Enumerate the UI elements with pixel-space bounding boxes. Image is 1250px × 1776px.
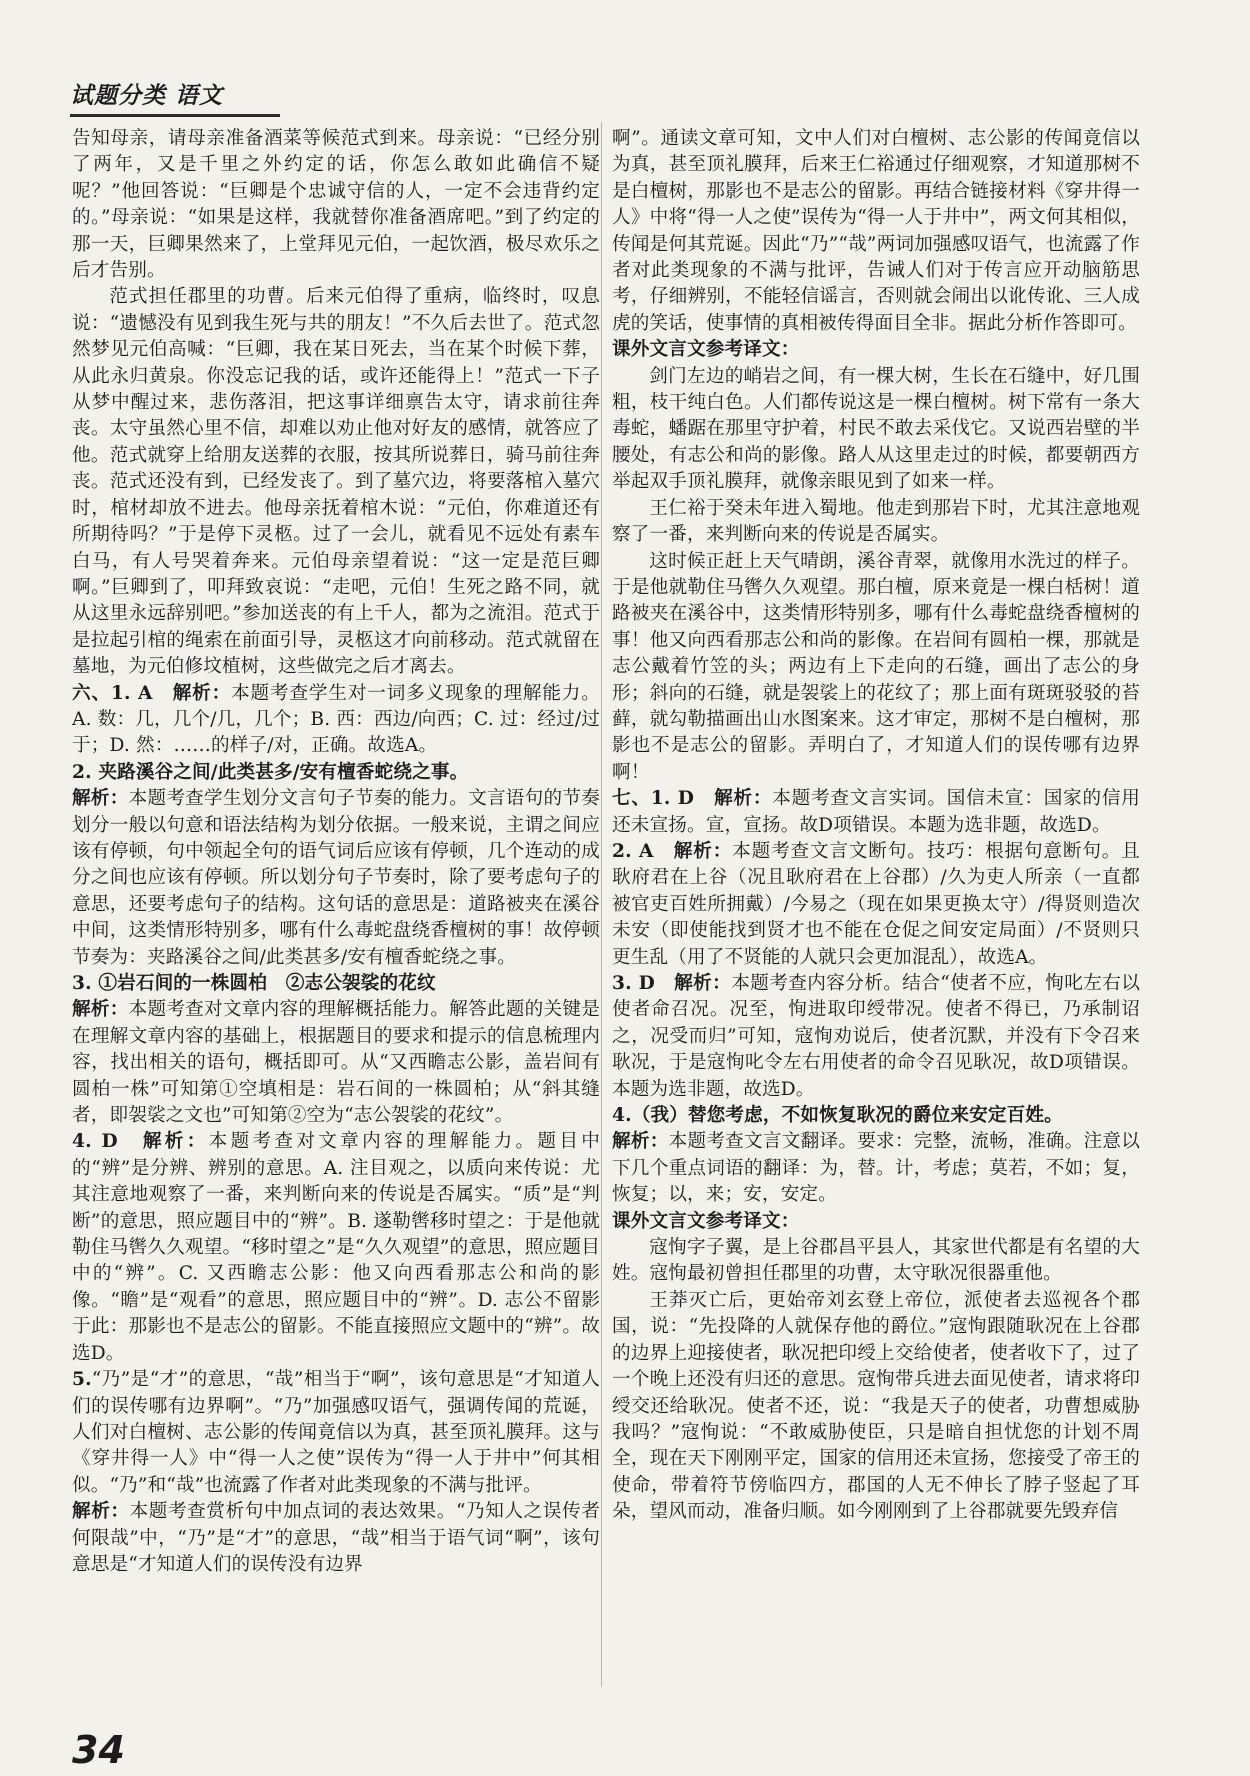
translation-paragraph: 剑门左边的峭岩之间，有一棵大树，生长在石缝中，好几围粗，枝干纯白色。人们都传说这是一棵白檀树。树下常有一条大毒蛇，蟠踞在那里守护着，村民不敢去采伐它。又说西岩壁的半腰处，有志公和尚的影像。路人从这里走过的时候，都要朝西方举起双手顶礼膜拜，就像亲眼见到了如来一样。 xyxy=(612,365,1140,493)
analysis-label: 解析： xyxy=(172,682,232,704)
question-6-1 xyxy=(72,681,600,760)
analysis-label: 解析： xyxy=(72,1501,130,1523)
answer-6-5: “乃”是“才”的意思，“哉”相当于“啊”，该句意思是“才知道人们的误传哪有边界啊”。“乃”加强感叹语气，强调传闻的荒诞，人们对白檀树、志公影的传闻竟信以为真，甚至顶礼膜拜。这与《穿井得一人》中“得一人之使”误传为“得一人于井中”何其相似。“乃”和“哉”也流露了作者对此类现象的不满与批评。 xyxy=(72,1369,600,1496)
answer-6-1: 1. A xyxy=(110,682,153,704)
answer-6-2: 2. 夹路溪谷之间/此类甚多/安有檀香蛇绕之事。 xyxy=(72,761,469,783)
header-title: 试题分类 语文 xyxy=(70,83,224,109)
analysis-6-1: 本题考查学生对一词多义现象的理解能力。A. 数：几，几个/几，几个；B. 西：西边/向西；C. 过：经过/过于；D. 然：……的样子/对，正确。故选A。 xyxy=(72,682,600,757)
analysis-label: 解析： xyxy=(72,788,129,810)
analysis-block-6-3 xyxy=(72,997,600,1129)
analysis-6-2: 本题考查学生划分文言句子节奏的能力。文言语句的节奏划分一般以句意和语法结构为划分依据。一般来说，主谓之间应该有停顿，句中领起全句的语气词后应该有停顿，几个连动的成分之间也应该有停顿。所以划分句子节奏时，除了要考虑句子的意思，还要考虑句子的结构。这句话的意思是：道路被夹在溪谷中间，这类情形特别多，哪有什么毒蛇盘绕香檀树的事！故停顿节奏为：夹路溪谷之间/此类甚多/安有檀香蛇绕之事。 xyxy=(72,788,600,968)
question-7-3 xyxy=(612,971,1140,1103)
analysis-7-2: 本题考查文言文断句。技巧：根据句意断句。且耿府君在上谷（况且耿府君在上谷郡）/久为吏人所亲（一直都被官吏百姓所拥戴）/今易之（现在如果更换太守）/得贤则造次未安（即使能找到贤才也不能在仓促之间安定局面）/不贤则只更生乱（用了不贤能的人就只会更加混乱），故选A。 xyxy=(612,840,1140,968)
translation-paragraph: 这时候正赶上天气晴朗，溪谷青翠，就像用水洗过的样子。于是他就勒住马辔久久观望。那白檀，原来竟是一棵白栝树！道路被夹在溪谷中，这类情形特别多，哪有什么毒蛇盘绕香檀树的事！他又向西看那志公和尚的影像。在岩间有圆柏一棵，那就是志公戴着竹笠的头；两边有上下走向的石缝，画出了志公的身形；斜向的石缝，就是袈裟上的花纹了；那上面有斑斑驳驳的苔藓，就勾勒描画出山水图案来。这才审定，那树不是白檀树，那影也不是志公的留影。弄明白了，才知道人们的误传哪有边界啊！ xyxy=(612,550,1140,783)
analysis-label: 解析： xyxy=(674,973,732,994)
page-number: 34 xyxy=(72,1728,125,1772)
question-7-2 xyxy=(612,839,1140,971)
section-7-label: 七、 xyxy=(612,788,651,810)
page-header xyxy=(70,80,280,117)
translation-paragraph: 范式担任郡里的功曹。后来元伯得了重病，临终时，叹息说：“遗憾没有见到我生死与共的朋友！”不久后去世了。范式忽然梦见元伯高喊：“巨卿，我在某日死去，当在某个时候下葬，从此永归黄泉。你没忘记我的话，或许还能得上！”范式一下子从梦中醒过来，悲伤落泪，把这事详细禀告太守，请求前往奔丧。太守虽然心里不信，却难以劝止他对好友的感情，就答应了他。范式就穿上给朋友送葬的衣服，按其所说葬日，骑马前往奔丧。范式还没有到，已经发丧了。到了墓穴边，将要落棺入墓穴时，棺材却放不进去。他母亲抚着棺木说：“元伯，你难道还有所期待吗？”于是停下灵柩。过了一会儿，就看见不远处有素车白马，有人号哭着奔来。元伯母亲望着说：“这一定是范巨卿啊。”巨卿到了，叩拜致哀说：“走吧，元伯！生死之路不同，就从这里永远辞别吧。”参加送丧的有上千人，都为之流泪。范式于是拉起引棺的绳索在前面引导，灵柩这才向前移动。范式就留在墓地，为元伯修坟植树，这些做完之后才离去。 xyxy=(72,286,600,678)
answer-7-2: 2. A xyxy=(612,840,654,862)
section-6-label: 六、 xyxy=(72,682,111,704)
analysis-7-4: 本题考查文言文翻译。要求：完整，流畅，准确。注意以下几个重点词语的翻译：为，替。计，考虑；莫若，不如；复，恢复；以，来；安，安定。 xyxy=(612,1131,1140,1206)
analysis-block-6-2 xyxy=(72,786,600,971)
analysis-6-3: 本题考查对文章内容的理解概括能力。解答此题的关键是在理解文章内容的基础上，根据题目的要求和提示的信息梳理内容，找出相关的语句，概括即可。从“又西瞻志公影，盖岩间有圆柏一株”可知第①空填相是：岩石间的一株圆柏；从“斜其缝者，即袈裟之文也”可知第②空为“志公袈裟的花纹”。 xyxy=(72,999,600,1127)
analysis-6-4: 本题考查对文章内容的理解能力。题目中的“辨”是分辨、辨别的意思。A. 注目观之，以质向来传说：尤其注意地观察了一番，来判断向来的传说是否属实。“质”是“判断”的意思，照应题目中的“辨”。B. 遂勒辔移时望之：于是他就勒住马辔久久观望。“移时望之”是“久久观望”的意思，照应题目中的“辨”。C. 又西瞻志公影：他又向西看那志公和尚的影像。“瞻”是“观看”的意思，照应题目中的“辨”。D. 志公不留影于此：那影也不是志公的留影。不能直接照应文题中的“辨”。故选D。 xyxy=(72,1131,600,1364)
translation-paragraph: 王仁裕于癸未年进入蜀地。他走到那岩下时，尤其注意地观察了一番，来判断向来的传说是否属实。 xyxy=(612,497,1140,546)
analysis-label: 解析： xyxy=(673,840,733,862)
answer-7-4: 4.（我）替您考虑，不如恢复耿况的爵位来安定百姓。 xyxy=(612,1105,1063,1127)
analysis-label: 解析： xyxy=(714,788,773,810)
question-6-4 xyxy=(72,1129,600,1367)
answer-7-3: 3. D xyxy=(612,973,655,994)
analysis-label: 解析： xyxy=(142,1131,209,1153)
answer-6-3: 3. ①岩石间的一株圆柏 ②志公袈裟的花纹 xyxy=(72,973,436,994)
analysis-7-3: 本题考查内容分析。结合“使者不应，恂叱左右以使者命召况。况至，恂进取印绶带况。使者不得已，乃承制诏之，况受而归”可知，寇恂劝说后，使者沉默，并没有下令召来耿况，于是寇恂叱令左右用使者的命令召见耿况，故D项错误。本题为选非题，故选D。 xyxy=(612,973,1140,1100)
column-divider xyxy=(601,122,602,1687)
question-6-5 xyxy=(72,1367,600,1499)
answer-6-5-label: 5. xyxy=(72,1369,92,1391)
right-column xyxy=(612,126,1140,1646)
translation-paragraph: 告知母亲，请母亲准备酒菜等候范式到来。母亲说：“已经分别了两年，又是千里之外约定的话，你怎么敢如此确信不疑呢？”他回答说：“巨卿是个忠诚守信的人，一定不会违背约定的。”母亲说：“如果是这样，我就替你准备酒席吧。”到了约定的那一天，巨卿果然来了，上堂拜见元伯，一起饮酒，极尽欢乐之后才告别。 xyxy=(72,128,600,282)
question-7-1 xyxy=(612,786,1140,839)
translation-title: 课外文言文参考译文： xyxy=(612,339,800,361)
left-column xyxy=(72,126,600,1696)
translation-paragraph: 寇恂字子翼，是上谷郡昌平县人，其家世代都是有名望的大姓。寇恂最初曾担任郡里的功曹，太守耿况很器重他。 xyxy=(612,1237,1140,1285)
answer-7-1: 1. D xyxy=(650,788,695,810)
analysis-6-5-continued: 啊”。通读文章可知，文中人们对白檀树、志公影的传闻竟信以为真，甚至顶礼膜拜，后来王仁裕通过仔细观察，才知道那树不是白檀树，那影也不是志公的留影。再结合链接材料《穿井得一人》中将“得一人之使”误传为“得一人于井中”，两文何其相似，传闻是何其荒诞。因此“乃”“哉”两词加强感叹语气，也流露了作者对此类现象的不满与批评，告诫人们对于传言应开动脑筋思考，仔细辨别，不能轻信谣言，否则就会闹出以讹传讹、三人成虎的笑话，使事情的真相被传得面目全非。据此分析作答即可。 xyxy=(612,128,1140,334)
answer-6-4: 4. D xyxy=(72,1131,118,1153)
analysis-block-7-4 xyxy=(612,1129,1140,1208)
analysis-block-6-5 xyxy=(72,1499,600,1578)
translation-title: 课外文言文参考译文： xyxy=(612,1210,800,1232)
analysis-6-5: 本题考查赏析句中加点词的表达效果。“乃知人之误传者何限哉”中，“乃”是“才”的意思，“哉”相当于语气词“啊”，该句意思是“才知道人们的误传没有边界 xyxy=(72,1501,600,1575)
analysis-label: 解析： xyxy=(612,1131,669,1153)
analysis-label: 解析： xyxy=(72,999,129,1021)
analysis-7-1: 本题考查文言实词。国信未宣：国家的信用还未宣扬。宣，宣扬。故D项错误。本题为选非题，故选D。 xyxy=(612,788,1140,836)
translation-paragraph: 王莽灭亡后，更始帝刘玄登上帝位，派使者去巡视各个郡国，说：“先投降的人就保存他的爵位。”寇恂跟随耿况在上谷郡的边界上迎接使者，耿况把印绶上交给使者，使者收下了，过了一个晚上还没有归还的意思。寇恂带兵进去面见使者，请求将印绶交还给耿况。使者不还，说：“我是天子的使者，功曹想威胁我吗？”寇恂说：“不敢威胁使臣，只是暗自担忧您的计划不周全，现在天下刚刚平定，国家的信用还未宣扬，您接受了帝王的使命，带着符节傍临四方，郡国的人无不伸长了脖子竖起了耳朵，望风而动，准备归顺。如今刚刚到了上谷郡就要先毁弃信 xyxy=(612,1289,1140,1523)
